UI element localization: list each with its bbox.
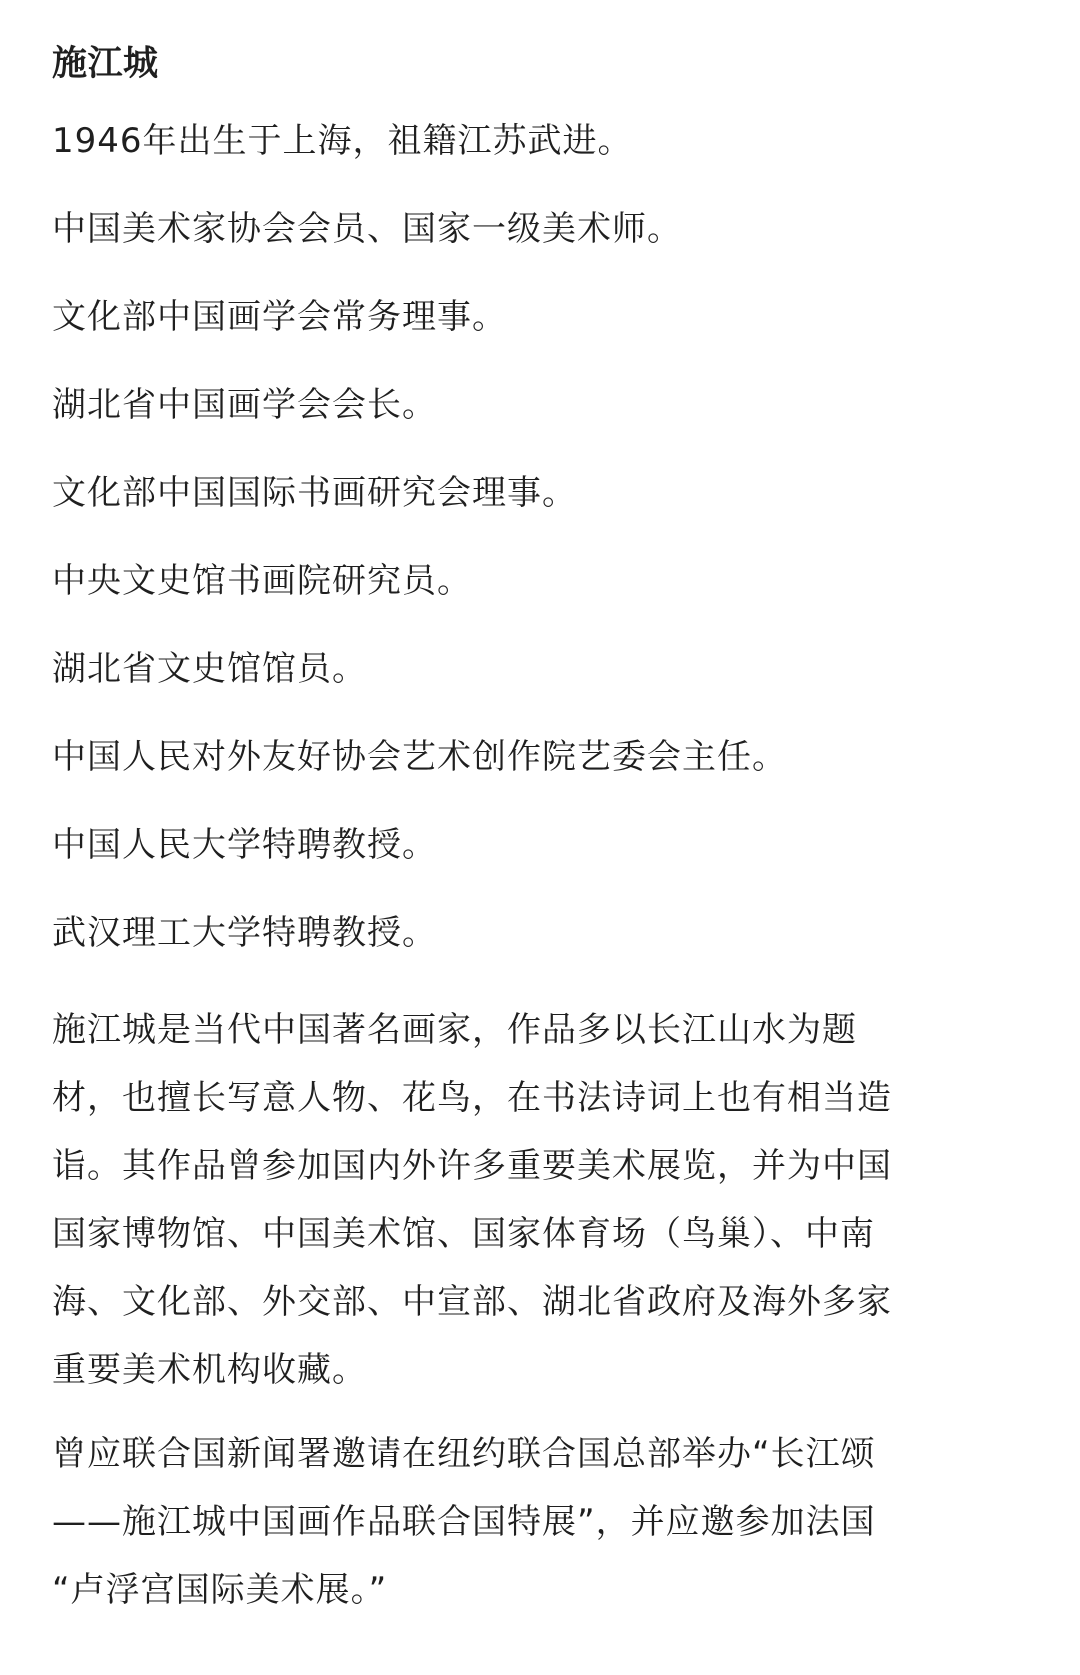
bio-line-hubei-society-president: 湖北省中国画学会会长。 bbox=[52, 385, 437, 425]
bio-line-friendship-association-chair: 中国人民对外友好协会艺术创作院艺委会主任。 bbox=[52, 737, 787, 777]
paragraph-line: 施江城是当代中国著名画家，作品多以长江山水为题 bbox=[52, 1010, 857, 1050]
bio-line-birth: 1946年出生于上海，祖籍江苏武进。 bbox=[52, 121, 633, 161]
bio-line-renmin-professor: 中国人民大学特聘教授。 bbox=[52, 825, 437, 865]
paragraph-line: ——施江城中国画作品联合国特展”，并应邀参加法国 bbox=[52, 1502, 876, 1542]
bio-line-whut-professor: 武汉理工大学特聘教授。 bbox=[52, 913, 437, 953]
paragraph-line: 重要美术机构收藏。 bbox=[52, 1350, 367, 1390]
paragraph-career bbox=[52, 996, 1028, 1404]
paragraph-exhibitions bbox=[52, 1420, 1028, 1624]
paragraph-line: 诣。其作品曾参加国内外许多重要美术展览，并为中国 bbox=[52, 1146, 892, 1186]
paragraph-line: 国家博物馆、中国美术馆、国家体育场（鸟巢）、中南 bbox=[52, 1214, 875, 1254]
bio-line-hubei-museum-member: 湖北省文史馆馆员。 bbox=[52, 649, 367, 689]
bio-line-painting-society-director: 文化部中国画学会常务理事。 bbox=[52, 297, 507, 337]
paragraph-line: 曾应联合国新闻署邀请在纽约联合国总部举办“长江颂 bbox=[52, 1434, 876, 1474]
paragraph-line: 材，也擅长写意人物、花鸟，在书法诗词上也有相当造 bbox=[52, 1078, 892, 1118]
article-title: 施江城 bbox=[52, 44, 159, 84]
bio-line-international-society-director: 文化部中国国际书画研究会理事。 bbox=[52, 473, 577, 513]
paragraph-line: 海、文化部、外交部、中宣部、湖北省政府及海外多家 bbox=[52, 1282, 892, 1322]
bio-line-central-academy-researcher: 中央文史馆书画院研究员。 bbox=[52, 561, 472, 601]
paragraph-line: “卢浮宫国际美术展。” bbox=[52, 1570, 388, 1610]
bio-line-cafa-member: 中国美术家协会会员、国家一级美术师。 bbox=[52, 209, 682, 249]
